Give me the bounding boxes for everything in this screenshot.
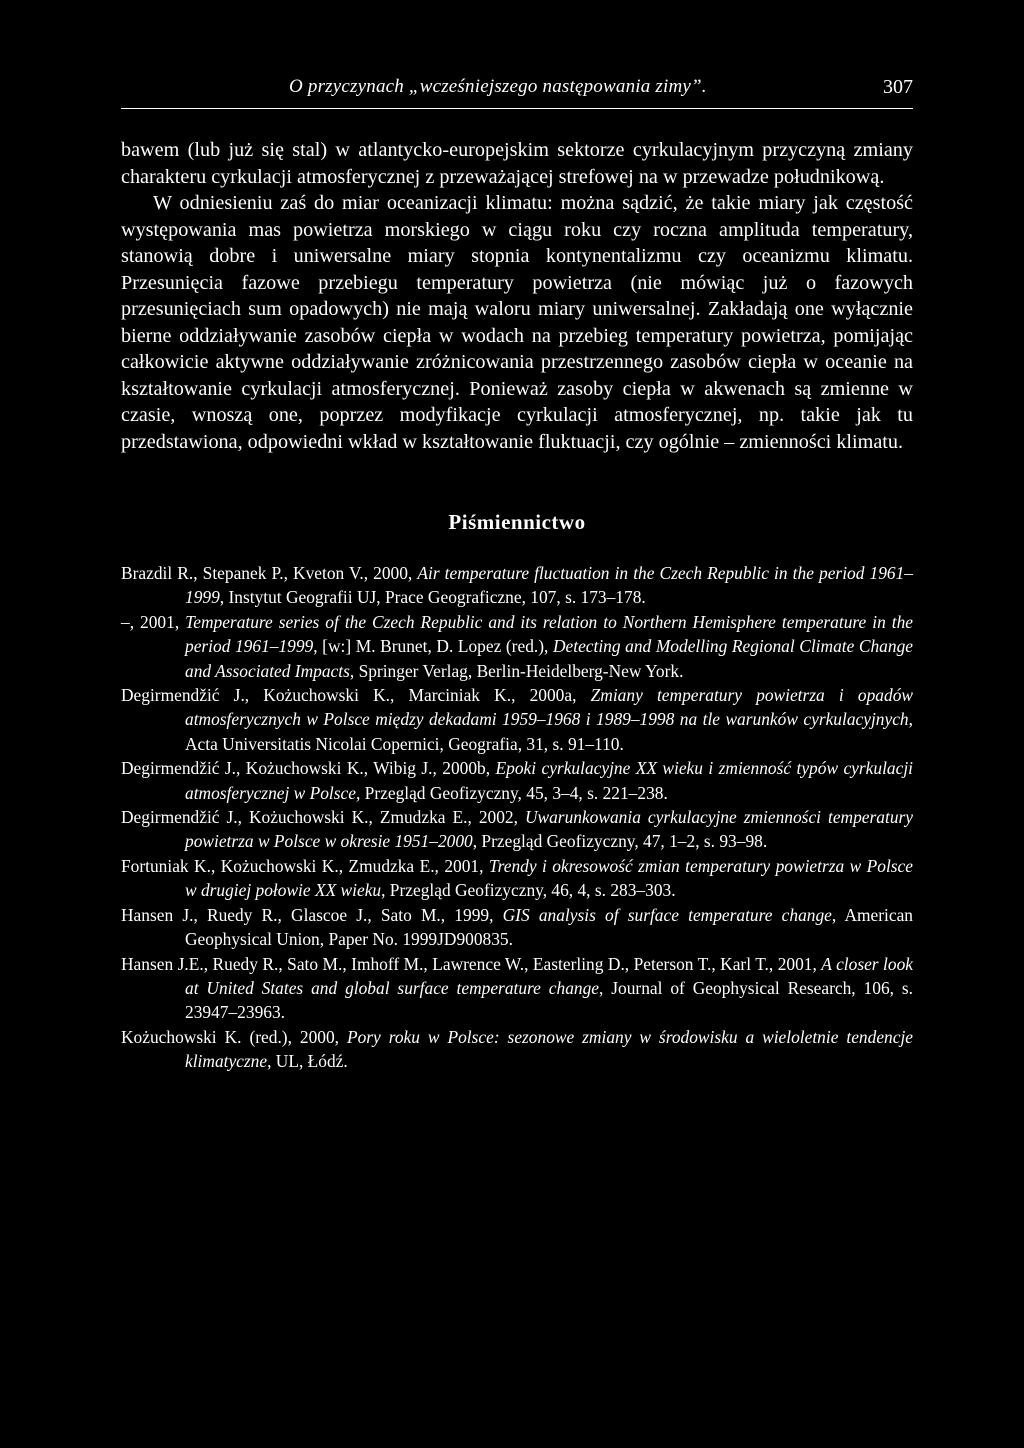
reference-source: , UL, Łódź. <box>267 1051 348 1072</box>
reference-authors: Kożuchowski K. (red.), 2000, <box>121 1026 347 1047</box>
page-number: 307 <box>883 76 913 98</box>
paragraph: W odniesieniu zaś do miar oceanizacji klimatu: można sądzić, że takie miary jak częstość występowania mas powietrza morskiego w ciągu roku czy roczna amplituda temperatury, stanowią dobre i uniwersalne miary stopnia kontynentalizmu czy oceanizmu klimatu. Przesunięcia fazowe przebiegu temperatury powietrza (nie mówiąc już o fazowych przesunięciach sum opadowych) nie mają waloru miary uniwersalnej. Zakładają one wyłącznie bierne oddziaływanie zasobów ciepła w wodach na przebieg temperatury powietrza, pomijając całkowicie aktywne oddziaływanie zróżnicowania przestrzennego zasobów ciepła w oceanie na kształtowanie cyrkulacji atmosferycznej. Ponieważ zasoby ciepła w akwenach są zmienne w czasie, wnoszą one, poprzez modyfikacje cyrkulacji atmosferycznej, np. takie jak tu przedstawiona, odpowiedni wkład w kształtowanie fluktuacji, czy ogólnie – zmienności klimatu. <box>121 192 913 453</box>
reference-authors: Degirmendžić J., Kożuchowski K., Wibig J., 2000b, <box>121 758 496 779</box>
reference-source: , Acta Universitatis Nicolai Copernici, Geografia, 31, s. 91–110. <box>185 709 913 754</box>
body-text <box>121 137 913 455</box>
reference-title: Pory roku w Polsce: sezonowe zmiany w środowisku a wieloletnie tendencje klimatyczne <box>185 1026 914 1072</box>
reference-authors: Hansen J., Ruedy R., Glascoe J., Sato M., 1999, <box>121 904 503 925</box>
reference-source: , American Geophysical Union, Paper No. 1999JD900835. <box>185 904 914 950</box>
paragraph: bawem (lub już się stal) w atlantycko-europejskim sektorze cyrkulacyjnym przyczyną zmiany charakteru cyrkulacji atmosferycznej z przeważającej strefowej na w przewadze południkową. <box>121 139 913 188</box>
reference-entry <box>121 805 913 854</box>
reference-entry <box>121 610 913 683</box>
reference-title: Zmiany temperatury powietrza i opadów atmosferycznych w Polsce między dekadami 1959–1968 i 1989–1998 na tle warunków cyrkulacyjnych <box>185 685 913 730</box>
reference-source: , Journal of Geophysical Research, 106, s. 23947–23963. <box>185 977 914 1023</box>
running-header <box>121 72 913 109</box>
running-title: O przyczynach „wcześniejszego następowania zimy”. <box>289 76 707 97</box>
reference-source: , Przegląd Geofizyczny, 47, 1–2, s. 93–98. <box>472 831 768 852</box>
reference-entry <box>121 952 913 1025</box>
reference-entry <box>121 683 913 756</box>
reference-title: Trendy i okresowość zmian temperatury powietrza w Polsce w drugiej połowie XX wieku <box>185 855 913 901</box>
reference-source: , Przegląd Geofizyczny, 45, 3–4, s. 221–238. <box>355 782 668 803</box>
page <box>121 72 913 1074</box>
reference-authors: Degirmendžić J., Kożuchowski K., Marciniak K., 2000a, <box>121 685 591 706</box>
reference-title: GIS analysis of surface temperature change <box>502 904 832 925</box>
reference-source: , [w:] M. Brunet, D. Lopez (red.), <box>313 636 553 657</box>
reference-source: , Przegląd Geofizyczny, 46, 4, s. 283–303. <box>381 880 676 901</box>
reference-title: Uwarunkowania cyrkulacyjne zmienności temperatury powietrza w Polsce w okresie 1951–2000 <box>185 807 913 852</box>
reference-entry <box>121 1025 913 1074</box>
reference-list <box>121 561 913 1074</box>
reference-authors: Fortuniak K., Kożuchowski K., Zmudzka E., 2001, <box>121 855 489 876</box>
reference-title: A closer look at United States and global surface temperature change <box>185 953 913 998</box>
reference-publisher: , Springer Verlag, Berlin-Heidelberg-New York. <box>349 660 684 681</box>
reference-title: Temperature series of the Czech Republic and its relation to Northern Hemisphere temperature in the period 1961–1999 <box>185 611 913 657</box>
reference-source: , Instytut Geografii UJ, Prace Geograficzne, 107, s. 173–178. <box>219 587 646 608</box>
reference-book-title: Detecting and Modelling Regional Climate Change and Associated Impacts <box>185 636 913 681</box>
reference-entry <box>121 561 913 610</box>
reference-authors: –, 2001, <box>121 611 186 632</box>
reference-authors: Brazdil R., Stepanek P., Kveton V., 2000, <box>121 563 418 583</box>
reference-authors: Hansen J.E., Ruedy R., Sato M., Imhoff M., Lawrence W., Easterling D., Peterson T., Karl T., 2001, <box>121 953 822 974</box>
reference-title: Air temperature fluctuation in the Czech Republic in the period 1961–1999 <box>185 563 913 608</box>
reference-entry <box>121 756 913 805</box>
reference-entry <box>121 903 913 952</box>
reference-entry <box>121 854 913 903</box>
reference-title: Epoki cyrkulacyjne XX wieku i zmienność typów cyrkulacji atmosferycznej w Polsce <box>185 758 913 803</box>
reference-authors: Degirmendžić J., Kożuchowski K., Zmudzka E., 2002, <box>121 807 525 828</box>
section-heading: Piśmiennictwo <box>448 510 586 534</box>
